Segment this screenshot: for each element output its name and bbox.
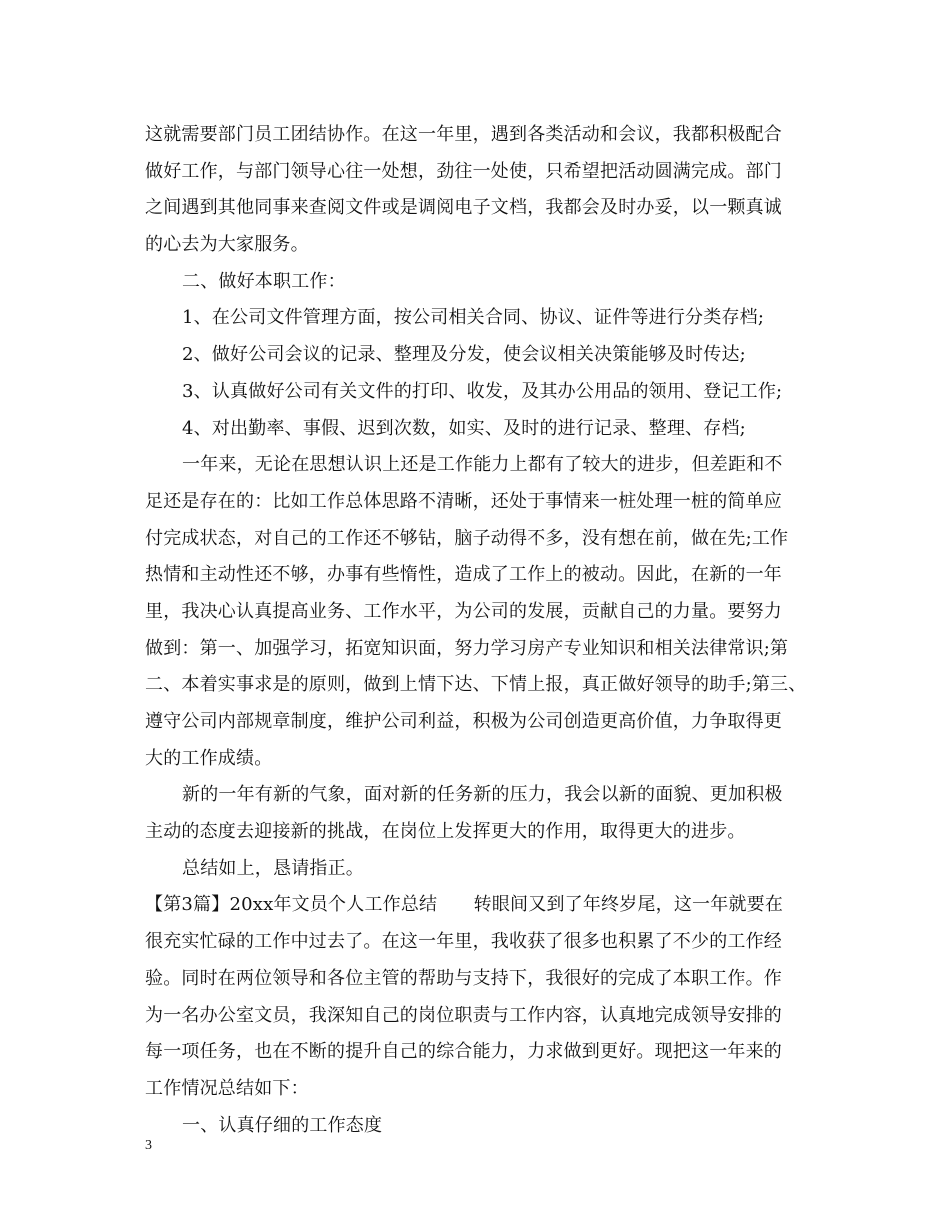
text-line: 主动的态度去迎接新的挑战，在岗位上发挥更大的作用，取得更大的进步。 [145,821,746,843]
text-line: 的心去为大家服务。 [145,234,309,256]
page-number: 3 [145,1138,152,1153]
section-heading: 一、认真仔细的工作态度 [182,1114,383,1136]
text-line: 热情和主动性还不够，办事有些惰性，造成了工作上的被动。因此，在新的一年 [145,564,782,586]
text-line: 里，我决心认真提高业务、工作水平，为公司的发展，贡献自己的力量。要努力 [145,600,782,622]
text-line: 足还是存在的：比如工作总体思路不清晰，还处于事情来一桩处理一桩的简单应 [145,490,782,512]
paragraph-start: 一年来，无论在思想认识上还是工作能力上都有了较大的进步，但差距和不 [182,454,783,476]
text-line: 每一项任务，也在不断的提升自己的综合能力，力求做到更好。现把这一年来的 [145,1041,782,1063]
text-line: 工作情况总结如下： [145,1077,309,1099]
text-line: 验。同时在两位领导和各位主管的帮助与支持下，我很好的完成了本职工作。作 [145,967,782,989]
paragraph-start: 新的一年有新的气象，面对新的任务新的压力，我会以新的面貌、更加积极 [182,784,783,806]
list-item: 4、对出勤率、事假、迟到次数，如实、及时的进行记录、整理、存档; [182,417,746,439]
text-line: 之间遇到其他同事来查阅文件或是调阅电子文档，我都会及时办妥，以一颗真诚 [145,197,782,219]
document-body [145,117,825,1144]
list-item: 2、做好公司会议的记录、整理及分发，使会议相关决策能够及时传达; [182,344,746,366]
paragraph-start: 总结如上，恳请指正。 [182,857,364,879]
text-line: 做好工作，与部门领导心往一处想，劲往一处使，只希望把活动圆满完成。部门 [145,160,782,182]
text-line: 大的工作成绩。 [145,747,273,769]
article-heading-line: 【第3篇】20xx年文员个人工作总结 转眼间又到了年终岁尾，这一年就要在 [145,894,784,916]
text-line: 二、本着实事求是的原则，做到上情下达、下情上报，真正做好领导的助手;第三、 [145,674,807,696]
section-heading: 二、做好本职工作： [182,270,346,292]
text-line: 很充实忙碌的工作中过去了。在这一年里，我收获了很多也积累了不少的工作经 [145,931,782,953]
text-line: 遵守公司内部规章制度，维护公司利益，积极为公司创造更高价值，力争取得更 [145,711,782,732]
text-line: 做到：第一、加强学习，拓宽知识面，努力学习房产专业知识和相关法律常识;第 [145,637,789,659]
list-item: 3、认真做好公司有关文件的打印、收发，及其办公用品的领用、登记工作; [182,380,783,402]
text-line: 这就需要部门员工团结协作。在这一年里，遇到各类活动和会议，我都积极配合 [145,124,782,145]
text-line: 为一名办公室文员，我深知自己的岗位职责与工作内容，认真地完成领导安排的 [145,1004,782,1026]
list-item: 1、在公司文件管理方面，按公司相关合同、协议、证件等进行分类存档; [182,307,765,329]
text-line: 付完成状态，对自己的工作还不够钻，脑子动得不多，没有想在前，做在先;工作 [145,527,789,549]
